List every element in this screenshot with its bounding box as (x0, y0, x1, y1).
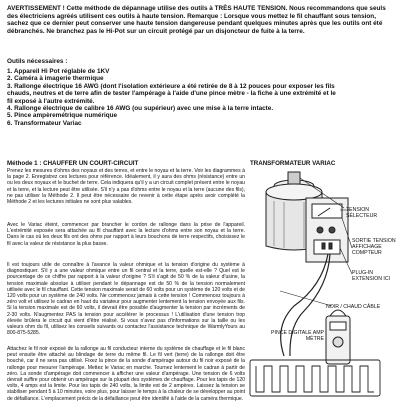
diagram-title: TRANSFORMATEUR VARIAC (250, 160, 336, 167)
label-voltage-meter: SORTIE TENSION AFFICHAGE COMPTEUR (352, 238, 396, 257)
heating-mat-icon (250, 360, 380, 396)
body-paragraph: Attachez le fil noir exposé de la rallonge au fil conducteur interne du système de chauffage et le fil blanc peut ensuite être attaché au blindage de terre du même fil. Le fil vert (terre) de la rallonge doit être bouché, car il ne sera pas utilisé. Fixez la pince de la sonde d'ampérage autour du fil noir exposé de la rallonge pour mesurer l'ampérage. Mettez le Variac en marche. Tournez lentement le cadran à partir de zéro. La sonde d'ampérage doit commencer à afficher une valeur d'ampérage. Une tension de 6 volts devrait suffire pour obtenir un ampérage sur la plupart des systèmes de chauffage. Pour les tapis de 120 volts, 4 amps est la limite. Pour les tapis de 240 volts, la limite est de 2 ampères. Laissez la tension se stabiliser pendant 5 à 10 minutes, voire plus, pour laisser le temps à la chaleur de se développer au point de défaillance. L'emplacement précis de la défaillance peut être identifié à l'aide de la caméra thermique. (7, 346, 245, 402)
tool-item: 1. Appareil Hi Pot réglable de 1KV (7, 68, 110, 75)
variac-transformer-icon (266, 172, 348, 262)
label-plug-in: PLUG-IN EXTENSION ICI (352, 270, 391, 283)
warning-paragraph: AVERTISSEMENT ! Cette méthode de dépannage utilise des outils à TRÈS HAUTE TENSION. Nous recommandons que seuls des électriciens agréés utilisent ces outils à haute tension. Remarque : Lorsque vous mettez le fil chauffant sous tension, sachez que ce dernier peut conserver une haute tension dangereuse pendant quelques minutes après que les outils ont été débranchés. Ne branchez pas le Hi-Pot sur un circuit protégé par un disjoncteur de fuite à la terre. (7, 5, 386, 35)
body-paragraph: Prenez les mesures d'ohms des noyaux et des terres, et entre le noyau et la terre. Voir les diagrammes à la page 2. Enregistrez ces lectures pour référence. Idéalement, il y aura des ohms (résistance) entre un ou les deux noyaux et le buchet de terre. Cela indiquera qu'il y a un circuit complet présent entre le noyau et la terre, et la lecture peut être utilisée. S'il n'y a pas d'ohms entre le noyau et la terre (aucune des fils), ne pas utiliser la Méthode 2. Il peut être nécessaire de revenir à cette étape après avoir complété la Méthode 2 et les lectures initiales ne sont plus valables. (7, 168, 245, 206)
tools-heading: Outils nécessaires : (7, 58, 68, 65)
body-paragraph: Avec le Variac éteint, commencer par brancher le cordon de rallonge dans la prise de l'appareil. L'extrémité exposée sera attachée au fil chauffant avec la lecture d'ohms entre son noyau et la terre. Dans le cas où les deux fils ont des ohms par rapport à leurs bouchons de terre respectifs, choisissez le fil avec la valeur de résistance la plus basse. (7, 222, 245, 247)
tool-item: 3. Rallonge électrique 16 AWG (dont l'isolation extérieure a été retirée de 8 à 12 pouces pour exposer les fils chauds, neutres et de terre afin de tester l'ampérage à l'aide d'une pince mètre - la fiche à une extrémité et le fil exposé à l'autre extrémité. (7, 82, 336, 105)
tool-item: 6. Transformateur Variac (7, 119, 82, 127)
tools-list (7, 68, 337, 127)
method-heading: Méthode 1 : CHAUFFER UN COURT-CIRCUIT (7, 160, 139, 167)
tool-item: 5. Pince ampèremétrique numérique (7, 112, 118, 120)
label-clamp-meter: PINCE DIGITALE AMP MÈTRE (271, 330, 324, 343)
clamp-meter-icon (326, 310, 350, 364)
label-wires: NOIR / CHAUD CÂBLE (326, 304, 381, 310)
tool-item: 4. Rallonge électrique de calibre 16 AWG (ou supérieur) avec une mise à la terre intacte. (7, 105, 274, 113)
tool-item: 2. Caméra à imagerie thermique (7, 75, 104, 83)
body-paragraph: Il est toujours utile de connaître à l'avance la valeur ohmique et la tension d'origine du système à diagnostiquer. S'il y a une valeur ohmique entre un fil central et la terre, quelle est-elle ? Quel est le pourcentage de ce chiffre par rapport à la valeur d'origine ? S'il s'agit de 50 % de la valeur d'usine, la tension maximale absolue à utiliser pendant le dépannage est de 50 % de la tension normalement utilisée avec le fil chauffant. Cette tension maximale serait de 60 volts pour un système de 120 volts et de 120 volts pour un système de 240 volts. Ne commencez jamais à cette tension ! Commencez toujours à zéro volt et utilisez le cadran en haut du variateur pour augmenter lentement la tension envoyée aux fils. Si la tension maximale est de 60 volts, il devrait être possible d'augmenter la tension par incréments de 2-30 volts. N'augmentez PAS la tension pour accélérer le processus ! L'utilisation d'une tension trop élevée brûlera le circuit qui vient d'être réalisé. Si vous n'avez pas d'informations sur la taille ou les valeurs ohm du fil, utilisez les conseils suivants ou contactez l'assistance technique de WarmlyYours au 800-875-5285. (7, 262, 245, 337)
variac-diagram (244, 166, 394, 400)
label-tension-selector: TENSION SÉLECTEUR (346, 207, 378, 220)
